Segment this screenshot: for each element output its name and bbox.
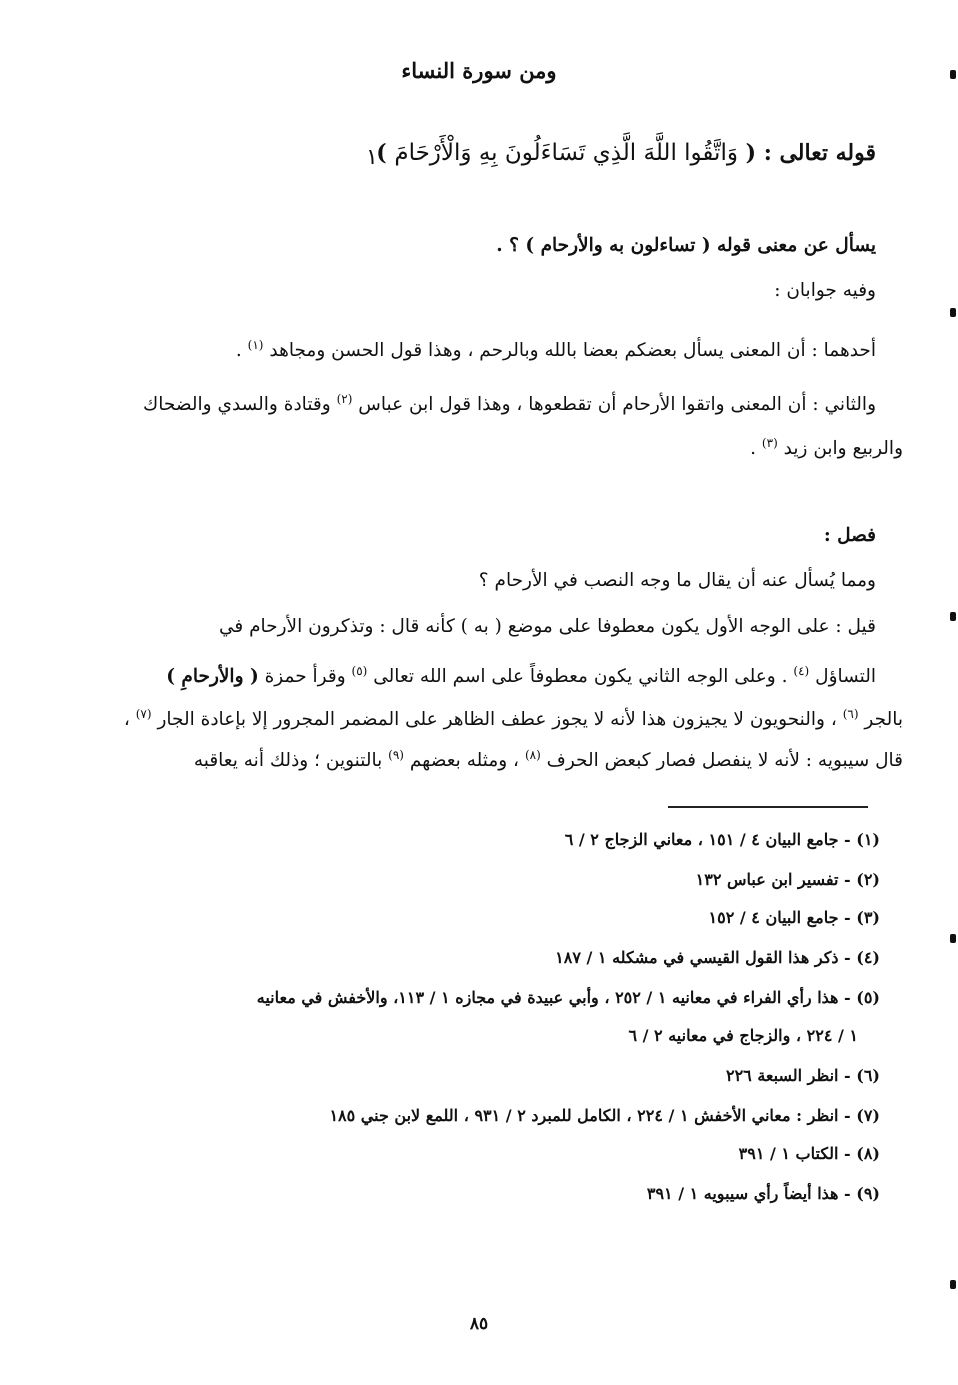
footnote-1: (١) - جامع البيان ٤ / ١٥١ ، معاني الزجاج ٢ / ٦ <box>564 830 880 849</box>
scan-mark <box>950 612 956 621</box>
footnote-ref: (١) <box>247 338 264 352</box>
footnote-9: (٩) - هذا أيضاً رأي سيبويه ١ / ٣٩١ <box>646 1184 880 1203</box>
text-segment: . وعلى الوجه الثاني يكون معطوفاً على اسم الله تعالى <box>373 666 788 688</box>
paragraph-line-2 <box>166 664 876 687</box>
text-segment: التساؤل <box>815 666 876 688</box>
first-answer <box>236 338 876 361</box>
footnote-divider <box>668 806 868 808</box>
first-answer-text: أحدهما : أن المعنى يسأل بعضكم بعضا بالله وبالرحم ، وهذا قول الحسن ومجاهد <box>269 340 876 362</box>
text-segment: ، ومثله بعضهم <box>409 750 520 772</box>
footnote-6: (٦) - انظر السبعة ٢٢٦ <box>725 1066 880 1085</box>
footnote-8: (٨) - الكتاب ١ / ٣٩١ <box>738 1144 880 1163</box>
second-answer-text-end: وقتادة والسدي والضحاك <box>143 394 331 416</box>
footnote-ref: (٤) <box>793 664 810 678</box>
footnote-ref: (٦) <box>842 707 859 721</box>
footnote-5-continued: ١ / ٢٢٤ ، والزجاج في معانيه ٢ / ٦ <box>628 1026 858 1045</box>
second-answer-line2-text: والربيع وابن زيد <box>783 438 903 460</box>
verse-number: ١ <box>366 145 378 170</box>
text-segment: ، <box>123 709 130 731</box>
section-title: فصل : <box>823 525 876 546</box>
text-segment: قال سيبويه : لأنه لا ينفصل فصار كبعض الحرف <box>546 750 903 772</box>
footnote-7: (٧) - انظر : معاني الأخفش ١ / ٢٢٤ ، الكامل للمبرد ٢ / ٩٣١ ، اللمع لابن جني ١٨٥ <box>329 1106 880 1125</box>
footnote-3: (٣) - جامع البيان ٤ / ١٥٢ <box>708 908 880 927</box>
verse-close: ) <box>376 140 387 166</box>
verse-line <box>376 140 876 166</box>
footnote-ref: (٧) <box>135 707 152 721</box>
footnote-4: (٤) - ذكر هذا القول القيسي في مشكله ١ / ١٨٧ <box>555 948 880 967</box>
footnote-ref: (٣) <box>761 436 778 450</box>
scan-mark <box>950 70 956 79</box>
footnote-2: (٢) - تفسير ابن عباس ١٣٢ <box>695 870 880 889</box>
second-answer-text: والثاني : أن المعنى واتقوا الأرحام أن تقطعوها ، وهذا قول ابن عباس <box>358 394 876 416</box>
quran-text: وَاتَّقُوا اللَّهَ الَّذِي تَسَاءَلُونَ بِهِ وَالْأَرْحَامَ <box>394 140 738 166</box>
second-answer-line2 <box>750 436 903 459</box>
paragraph-line-1: قيل : على الوجه الأول يكون معطوفا على موضع ( به ) كأنه قال : وتذكرون الأرحام في <box>218 616 876 637</box>
scan-mark <box>950 1280 956 1289</box>
paragraph-line-4 <box>194 748 903 771</box>
footnote-5: (٥) - هذا رأي الفراء في معانيه ١ / ٢٥٢ ، وأبي عبيدة في مجازه ١ / ١١٣، والأخفش في معانيه <box>256 988 880 1007</box>
section-question: ومما يُسأل عنه أن يقال ما وجه النصب في الأرحام ؟ <box>478 570 876 591</box>
text-segment: وقرأ حمزة <box>264 666 346 688</box>
page-header-title: ومن سورة النساء <box>401 58 557 83</box>
answers-intro: وفيه جوابان : <box>774 280 876 301</box>
scan-mark <box>950 934 956 943</box>
second-answer-line2-end: . <box>750 438 757 460</box>
scan-mark <box>950 308 956 317</box>
second-answer-line1 <box>143 392 876 415</box>
text-segment: بالجر <box>864 709 903 731</box>
footnote-ref: (٨) <box>524 748 541 762</box>
text-segment: بالتنوين ؛ وذلك أنه يعاقبه <box>193 750 383 772</box>
paragraph-line-3 <box>124 707 903 730</box>
footnote-ref: (٩) <box>388 748 404 762</box>
page-number: ٨٥ <box>469 1314 489 1334</box>
verse-intro: قوله تعالى : ( <box>745 140 876 166</box>
text-segment-bold: ( والأرحامِ ) <box>166 666 259 688</box>
question-line: يسأل عن معنى قوله ( تساءلون به والأرحام ) ؟ . <box>496 235 876 256</box>
footnote-ref: (٥) <box>351 664 368 678</box>
footnote-ref: (٢) <box>336 392 353 406</box>
text-segment: ، والنحويون لا يجيزون هذا لأنه لا يجوز عطف الظاهر على المضمر المجرور إلا بإعادة الجار <box>157 709 837 731</box>
first-answer-end: . <box>235 340 242 362</box>
